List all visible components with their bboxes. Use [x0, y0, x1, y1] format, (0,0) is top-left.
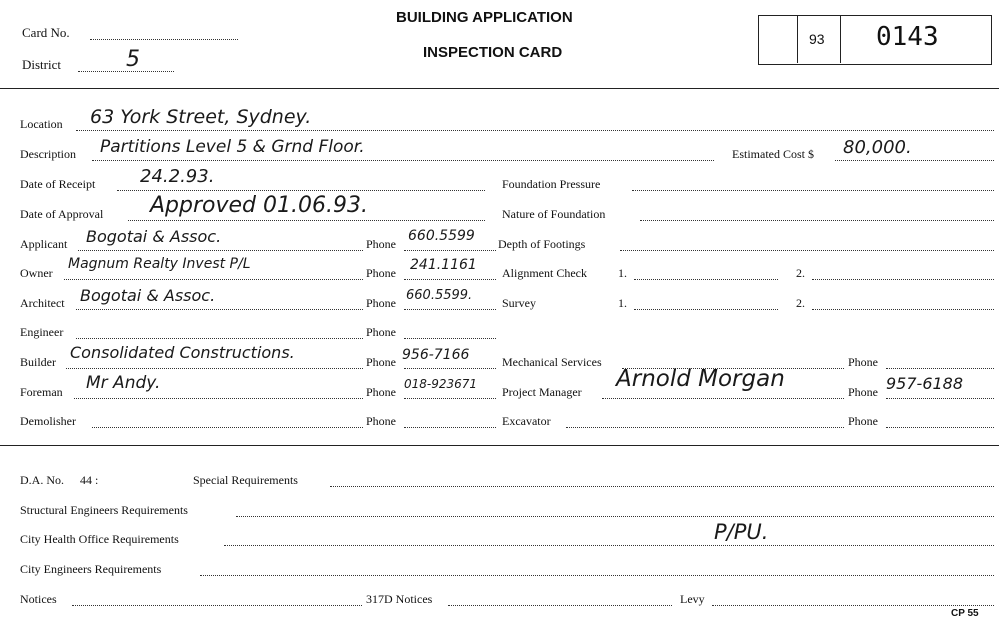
date-of-receipt-dots — [117, 190, 485, 191]
header-divider — [0, 88, 999, 89]
depth-of-footings-dots — [620, 250, 994, 251]
notices-317d-label: 317D Notices — [366, 592, 433, 606]
project-manager-label: Project Manager — [502, 385, 582, 399]
engineer-label: Engineer — [20, 325, 64, 339]
notices-dots — [72, 605, 362, 606]
city-engineers-label: City Engineers Requirements — [20, 562, 162, 576]
owner-phone-dots — [404, 279, 496, 280]
applicant-phone-value: 660.5599 — [408, 228, 475, 244]
survey-2-label: 2. — [796, 296, 805, 310]
date-of-approval-label: Date of Approval — [20, 207, 104, 221]
demolisher-phone-label: Phone — [366, 414, 396, 428]
excavator-phone-label: Phone — [848, 414, 878, 428]
architect-label: Architect — [20, 296, 65, 310]
foreman-value: Mr Andy. — [86, 373, 161, 393]
alignment-2-dots — [812, 279, 994, 280]
description-label: Description — [20, 147, 76, 161]
builder-value: Consolidated Constructions. — [70, 343, 295, 362]
applicant-phone-label: Phone — [366, 237, 396, 251]
architect-phone-dots — [404, 309, 496, 310]
owner-phone-value: 241.1161 — [410, 257, 477, 273]
builder-label: Builder — [20, 355, 56, 369]
date-of-approval-dots — [128, 220, 485, 221]
estimated-cost-label: Estimated Cost $ — [732, 147, 814, 161]
survey-label: Survey — [502, 296, 536, 310]
architect-dots — [76, 309, 363, 310]
card-number: 0143 — [876, 22, 939, 52]
special-requirements-label: Special Requirements — [193, 473, 298, 487]
mechanical-phone-dots — [886, 368, 994, 369]
levy-label: Levy — [680, 592, 705, 606]
da-no-label: D.A. No. — [20, 473, 64, 487]
builder-phone-value: 956-7166 — [402, 347, 470, 363]
engineer-phone-label: Phone — [366, 325, 396, 339]
mechanical-phone-label: Phone — [848, 355, 878, 369]
notices-317d-dots — [448, 605, 672, 606]
foreman-phone-value: 018-923671 — [404, 377, 478, 391]
demolisher-phone-dots — [404, 427, 496, 428]
card-no-label: Card No. — [22, 25, 70, 40]
health-requirements-dots — [224, 545, 994, 546]
applicant-label: Applicant — [20, 237, 68, 251]
architect-phone-value: 660.5599. — [406, 288, 473, 303]
date-of-approval-value: Approved 01.06.93. — [150, 193, 368, 218]
demolisher-label: Demolisher — [20, 414, 76, 428]
builder-phone-label: Phone — [366, 355, 396, 369]
project-manager-value: Arnold Morgan — [616, 366, 785, 392]
engineer-dots — [76, 338, 363, 339]
excavator-dots — [566, 427, 844, 428]
project-manager-dots — [602, 398, 844, 399]
alignment-check-label: Alignment Check — [502, 266, 587, 280]
owner-dots — [64, 279, 363, 280]
description-value: Partitions Level 5 & Grnd Floor. — [100, 137, 365, 157]
district-label: District — [22, 57, 61, 72]
survey-1-label: 1. — [618, 296, 627, 310]
architect-phone-label: Phone — [366, 296, 396, 310]
owner-value: Magnum Realty Invest P/L — [68, 256, 251, 272]
foreman-dots — [74, 398, 363, 399]
architect-value: Bogotai & Assoc. — [80, 286, 216, 305]
builder-dots — [66, 368, 363, 369]
depth-of-footings-label: Depth of Footings — [498, 237, 586, 251]
special-requirements-dots — [330, 486, 994, 487]
mechanical-services-label: Mechanical Services — [502, 355, 602, 369]
excavator-label: Excavator — [502, 414, 551, 428]
survey-1-dots — [634, 309, 778, 310]
alignment-2-label: 2. — [796, 266, 805, 280]
levy-dots — [712, 605, 994, 606]
engineer-phone-dots — [404, 338, 496, 339]
applicant-value: Bogotai & Assoc. — [86, 227, 222, 246]
project-manager-phone-dots — [886, 398, 994, 399]
alignment-1-dots — [634, 279, 778, 280]
excavator-phone-dots — [886, 427, 994, 428]
foreman-label: Foreman — [20, 385, 63, 399]
card-year: 93 — [809, 31, 825, 47]
estimated-cost-value: 80,000. — [843, 137, 912, 158]
card-no-dots — [90, 39, 238, 40]
location-label: Location — [20, 117, 63, 131]
foundation-pressure-label: Foundation Pressure — [502, 177, 601, 191]
owner-phone-label: Phone — [366, 266, 396, 280]
foreman-phone-dots — [404, 398, 496, 399]
structural-requirements-dots — [236, 516, 994, 517]
health-requirements-value: P/PU. — [714, 520, 769, 544]
district-value: 5 — [126, 47, 140, 72]
card-number-box — [758, 15, 992, 65]
location-dots — [76, 130, 994, 131]
notices-label: Notices — [20, 592, 57, 606]
health-requirements-label: City Health Office Requirements — [20, 532, 179, 546]
applicant-dots — [78, 250, 363, 251]
structural-requirements-label: Structural Engineers Requirements — [20, 503, 188, 517]
project-manager-phone-label: Phone — [848, 385, 878, 399]
title-line-1: BUILDING APPLICATION — [396, 9, 573, 26]
estimated-cost-dots — [835, 160, 994, 161]
nature-of-foundation-label: Nature of Foundation — [502, 207, 606, 221]
owner-label: Owner — [20, 266, 53, 280]
demolisher-dots — [92, 427, 363, 428]
applicant-phone-dots — [404, 250, 496, 251]
da-no-value: 44 : — [80, 473, 99, 487]
nature-of-foundation-dots — [640, 220, 994, 221]
date-of-receipt-value: 24.2.93. — [140, 166, 215, 187]
foreman-phone-label: Phone — [366, 385, 396, 399]
city-engineers-dots — [200, 575, 994, 576]
form-code: CP 55 — [951, 608, 979, 619]
project-manager-phone-value: 957-6188 — [886, 374, 964, 393]
survey-2-dots — [812, 309, 994, 310]
date-of-receipt-label: Date of Receipt — [20, 177, 96, 191]
location-value: 63 York Street, Sydney. — [90, 106, 312, 128]
title-line-2: INSPECTION CARD — [423, 44, 563, 61]
builder-phone-dots — [404, 368, 496, 369]
requirements-divider — [0, 445, 999, 446]
description-dots — [92, 160, 714, 161]
alignment-1-label: 1. — [618, 266, 627, 280]
foundation-pressure-dots — [632, 190, 994, 191]
